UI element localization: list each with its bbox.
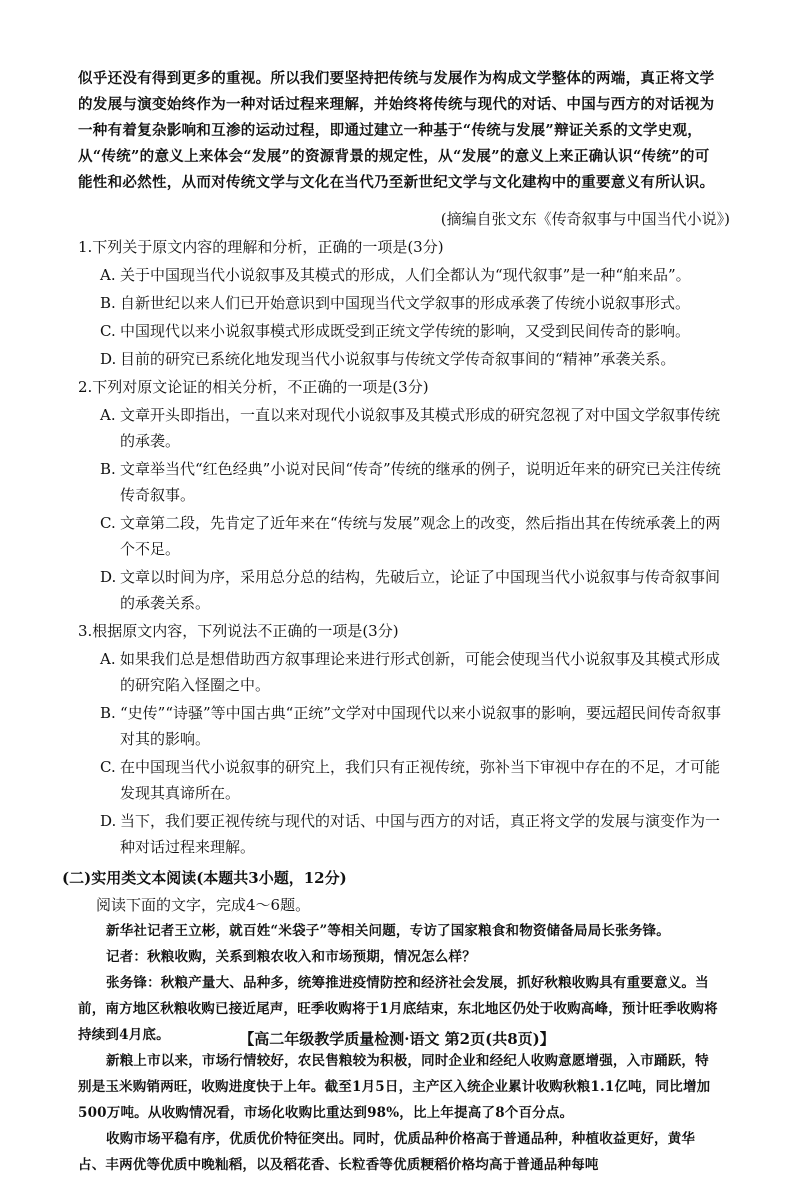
option-d: D. 当下，我们要正视传统与现代的对话、中国与西方的对话，真正将文学的发展与演变作为一种对话过程来理解。 (100, 812, 721, 856)
option-c: C. 中国现代以来小说叙事模式形成既受到正统文学传统的影响，又受到民间传奇的影响。 (100, 322, 691, 340)
option-b: B. “史传”“诗骚”等中国古典“正统”文学对中国现代以来小说叙事的影响，要远超民间传奇叙事对其的影响。 (100, 704, 722, 748)
option-b: B. 自新世纪以来人们已开始意识到中国现当代文学叙事的形成承袭了传统小说叙事形式。 (100, 294, 691, 312)
news-paragraph: 收购市场平稳有序，优质优价特征突出。同时，优质品种价格高于普通品种，种植收益更好，黄华占、丰两优等优质中晚籼稻，以及稻花香、长粒香等优质粳稻价格均高于普通品种每吨 (78, 1131, 696, 1173)
passage-tail (78, 66, 722, 196)
news-paragraph: 记者：秋粮收购，关系到粮农收入和市场预期，情况怎么样？ (106, 949, 476, 965)
question-stem: 1.下列关于原文内容的理解和分析，正确的一项是(3分) (78, 238, 444, 256)
option-b: B. 文章举当代“红色经典”小说对民间“传奇”传统的继承的例子，说明近年来的研究已关注传统传奇叙事。 (100, 460, 721, 504)
option-a: A. 关于中国现当代小说叙事及其模式的形成，人们全都认为“现代叙事”是一种“舶来品”。 (100, 266, 691, 284)
news-paragraph: 新华社记者王立彬，就百姓“米袋子”等相关问题，专访了国家粮食和物资储备局局长张务锋。 (106, 923, 670, 939)
news-paragraph: 张务锋：秋粮产量大、品种多，统筹推进疫情防控和经济社会发展，抓好秋粮收购具有重要意义。当前，南方地区秋粮收购已接近尾声，旺季收购将于1月底结束，东北地区仍处于收购高峰，预计旺季收购将持续到4月底。 (78, 975, 718, 1043)
section-heading: (二)实用类文本阅读(本题共3小题，12分) (62, 869, 347, 887)
passage-paragraph: 似乎还没有得到更多的重视。所以我们要坚持把传统与发展作为构成文学整体的两端，真正将文学的发展与演变始终作为一种对话过程来理解，并始终将传统与现代的对话、中国与西方的对话视为一种有着复杂影响和互渗的运动过程，即通过建立一种基于“传统与发展”辩证关系的文学史观，从“传统”的意义上来体会“发展”的资源背景的规定性，从“发展”的意义上来正确认识“传统”的可能性和必然性，从而对传统文学与文化在当代乃至新世纪文学与文化建构中的重要意义有所认识。 (78, 70, 715, 191)
question-stem: 3.根据原文内容，下列说法不正确的一项是(3分) (78, 622, 399, 640)
section-instruction: 阅读下面的文字，完成4～6题。 (96, 896, 311, 914)
source-citation: (摘编自张文东《传奇叙事与中国当代小说》) (440, 210, 730, 228)
option-c: C. 文章第二段，先肯定了近年来在“传统与发展”观念上的改变，然后指出其在传统承袭上的两个不足。 (100, 514, 721, 558)
question-2 (78, 374, 722, 616)
page-footer: 【高二年级教学质量检测·语文 第2页(共8页)】 (239, 1030, 555, 1048)
option-d: D. 目前的研究已系统化地发现当代小说叙事与传统文学传奇叙事间的“精神”承袭关系。 (100, 350, 676, 368)
option-c: C. 在中国现当代小说叙事的研究上，我们只有正视传统，弥补当下审视中存在的不足，才可能发现其真谛所在。 (100, 758, 721, 802)
question-stem: 2.下列对原文论证的相关分析，不正确的一项是(3分) (78, 378, 429, 396)
question-3 (78, 618, 722, 860)
question-1 (78, 234, 722, 372)
option-a: A. 文章开头即指出，一直以来对现代小说叙事及其模式形成的研究忽视了对中国文学叙事传统的承袭。 (100, 406, 721, 450)
news-paragraph: 新粮上市以来，市场行情较好，农民售粮较为积极，同时企业和经纪人收购意愿增强，入市踊跃，特别是玉米购销两旺，收购进度快于上年。截至1月5日，主产区入统企业累计收购秋粮1.1亿吨，同比增加500万吨。从收购情况看，市场化收购比重达到98%，比上年提高了8个百分点。 (78, 1053, 711, 1121)
option-a: A. 如果我们总是想借助西方叙事理论来进行形式创新，可能会使现当代小说叙事及其模式形成的研究陷入怪圈之中。 (100, 650, 721, 694)
option-d: D. 文章以时间为序，采用总分总的结构，先破后立，论证了中国现当代小说叙事与传奇叙事间的承袭关系。 (100, 568, 721, 612)
